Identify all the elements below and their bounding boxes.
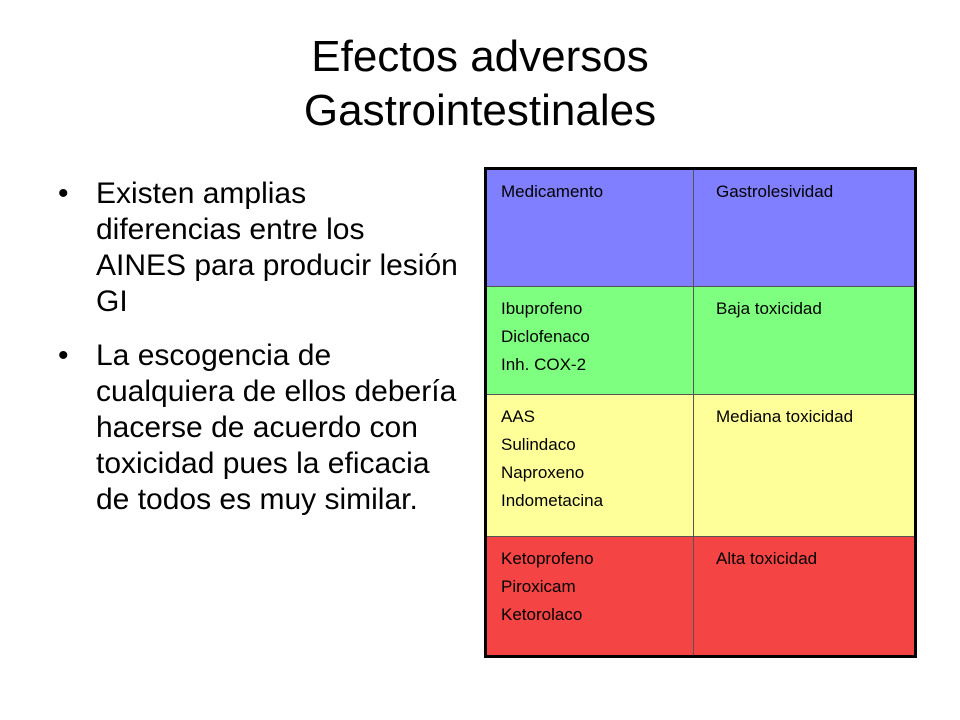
bullet-marker: • bbox=[58, 177, 69, 210]
bullet-text: Existen amplias diferencias entre los AINES para producir lesión GI bbox=[96, 177, 458, 318]
drug-name: Naproxeno bbox=[501, 463, 585, 482]
title-line-1: Efectos adversos bbox=[311, 32, 649, 81]
bullet-list bbox=[58, 176, 458, 536]
bullet-item bbox=[58, 338, 458, 518]
drug-name: Piroxicam bbox=[501, 577, 576, 596]
drug-cell bbox=[486, 395, 694, 537]
drug-cell bbox=[486, 287, 694, 395]
drug-name: Sulindaco bbox=[501, 435, 576, 454]
drug-name: Ketorolaco bbox=[501, 605, 583, 624]
table-row bbox=[486, 537, 916, 657]
drug-name: AAS bbox=[501, 407, 536, 426]
bullet-marker: • bbox=[58, 339, 69, 372]
slide-title bbox=[0, 30, 960, 138]
gastrolesivity-table bbox=[484, 167, 917, 658]
table-header-row bbox=[486, 169, 916, 287]
toxicity-cell bbox=[694, 537, 916, 657]
toxicity-label: Mediana toxicidad bbox=[716, 407, 854, 426]
drug-cell bbox=[486, 537, 694, 657]
title-line-2: Gastrointestinales bbox=[303, 86, 657, 135]
bullet-text: La escogencia de cualquiera de ellos debería hacerse de acuerdo con toxicidad pues la eficacia de todos es muy similar. bbox=[96, 339, 457, 516]
header-label: Gastrolesividad bbox=[716, 182, 834, 201]
drug-name: Ketoprofeno bbox=[501, 549, 594, 568]
drug-name: Diclofenaco bbox=[501, 327, 590, 346]
header-cell-drug bbox=[486, 169, 694, 287]
toxicity-label: Baja toxicidad bbox=[716, 299, 822, 318]
toxicity-cell bbox=[694, 287, 916, 395]
drug-name: Ibuprofeno bbox=[501, 299, 583, 318]
header-label: Medicamento bbox=[501, 182, 604, 201]
drug-name: Inh. COX-2 bbox=[501, 355, 587, 374]
header-cell-gastrolesivity bbox=[694, 169, 916, 287]
toxicity-label: Alta toxicidad bbox=[716, 549, 818, 568]
bullet-item bbox=[58, 176, 458, 320]
table-row bbox=[486, 395, 916, 537]
drug-name: Indometacina bbox=[501, 491, 604, 510]
toxicity-cell bbox=[694, 395, 916, 537]
table-row bbox=[486, 287, 916, 395]
